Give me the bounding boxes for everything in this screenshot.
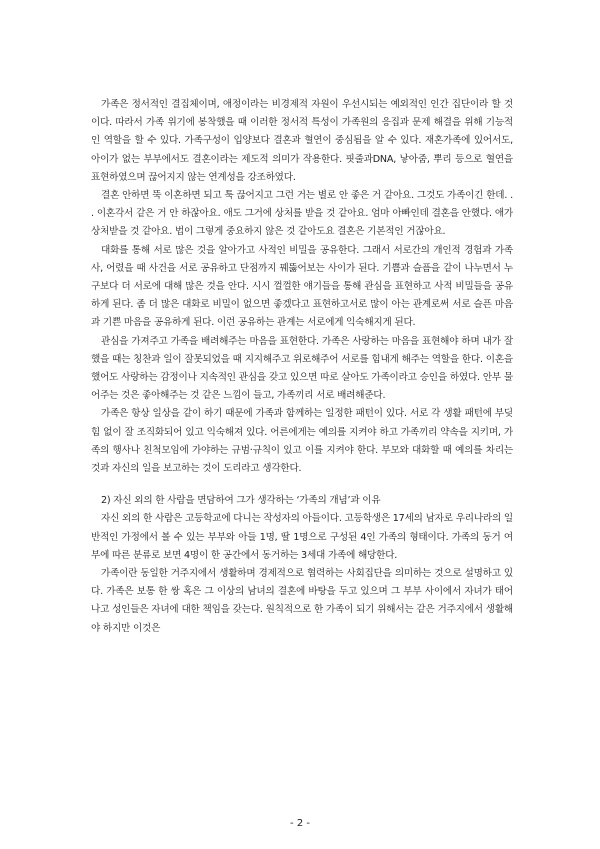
section-heading: 2) 자신 외의 한 사람을 면담하여 그가 생각하는 ‘가족의 개념’과 이유 (101, 495, 381, 507)
paragraph: 가족은 항상 일상을 같이 하기 때문에 가족과 함께하는 일정한 패턴이 있다. 서로 각 생활 패턴에 부딪힘 없이 잘 조직화되어 있고 익숙해져 있다. 어른에게는 예의를 지켜야 하고 가족끼리 약속을 지키며, 가족의 행사나 친척모임에 가야하는 규범·규칙이 있고 이를 지켜야 한다. 부모와 대화할 때 예의를 차리는것과 자신의 일을 보고하는 것이 도리라고 생각한다. (91, 408, 513, 475)
paragraph: 대화를 통해 서로 많은 것을 알아가고 사적인 비밀을 공유한다. 그래서 서로간의 개인적 경험과 가족사, 어렸을 때 사건을 서로 공유하고 단점까지 꿰뚫어보는 사이가 된다. 기쁨과 슬픔을 같이 나누면서 누구보다 더 서로에 대해 많은 것을 안다. 시시 껄껄한 얘기들을 통해 관심을 표현하고 사적 비밀들을 공유하게 된다. 좀 더 많은 대화로 비밀이 없으면 좋겠다고 표현하고서로 많이 아는 관계로써 서로 슬픈 마음과 기쁜 마음을 공유하게 된다. 이런 공유하는 관계는 서로에게 익숙해지게 된다. (91, 244, 513, 329)
document-body (91, 96, 513, 638)
page-number: - 2 - (290, 818, 310, 829)
paragraph: 가족이란 동일한 거주지에서 생활하며 경제적으로 협력하는 사회집단을 의미하는 것으로 설명하고 있다. 가족은 보통 한 쌍 혹은 그 이상의 남녀의 결혼에 바탕을 두고 있으며 그 부부 사이에서 자녀가 태어나고 성인들은 자녀에 대한 책임을 갖는다. 원칙적으로 한 가족이 되기 위해서는 같은 거주지에서 생활해야 하지만 이것은 (91, 568, 513, 634)
paragraph: 관심을 가져주고 가족을 배려해주는 마음을 표현한다. 가족은 사랑하는 마음을 표현해야 하며 내가 잘 했을 때는 칭찬과 일이 잘못되었을 때 지지해주고 위로해주어 서로를 힘내게 해주는 역할을 한다. 이혼을 했어도 사랑하는 감정이나 지속적인 관심을 갖고 있으면 따로 살아도 가족이라고 승인을 하였다. 안부 물어주는 것은 좋아해주는 것 같은 느낌이 들고, 가족끼리 서로 배려해준다. (91, 335, 513, 402)
paragraph: 자신 외의 한 사람은 고등학교에 다니는 작성자의 아들이다. 고등학생은 17세의 남자로 우리나라의 일반적인 가정에서 볼 수 있는 부부와 아들 1명, 딸 1명으로 구성된 4인 가족의 형태이다. 가족의 동거 여부에 따른 분류로 보면 4명이 한 공간에서 동거하는 3세대 가족에 해당한다. (91, 513, 513, 561)
paragraph: 가족은 정서적인 결집체이며, 애정이라는 비경제적 자원이 우선시되는 예외적인 인간 집단이라 할 것이다. 따라서 가족 위기에 봉착했을 때 이러한 정서적 특성이 가족원의 응집과 문제 해결을 위해 기능적인 역할을 할 수 있다. 가족구성이 입양보다 결혼과 혈연이 중심됨을 알 수 있다. 재혼가족에 있어서도, 아이가 없는 부부에서도 결혼이라는 제도적 의미가 작용한다. 핏줄과DNA, 낳아줌, 뿌리 등으로 혈연을 표현하였으며 끊어지지 않는 연계성을 강조하였다. (91, 99, 513, 183)
paragraph: 결혼 안하면 뚝 이혼하면 되고 툭 끊어지고 그런 거는 별로 안 좋은 거 같아요. 그것도 가족이긴 한데. . . 이혼각서 같은 거 안 하잖아요. 애도 그거에 상처를 받을 것 같아요. 엄마 아빠인데 결혼을 안했다. 애가 상처받을 것 같아요. 법이 그렇게 중요하지 않은 것 같아도요 결혼은 기본적인 거잖아요. (91, 190, 513, 238)
